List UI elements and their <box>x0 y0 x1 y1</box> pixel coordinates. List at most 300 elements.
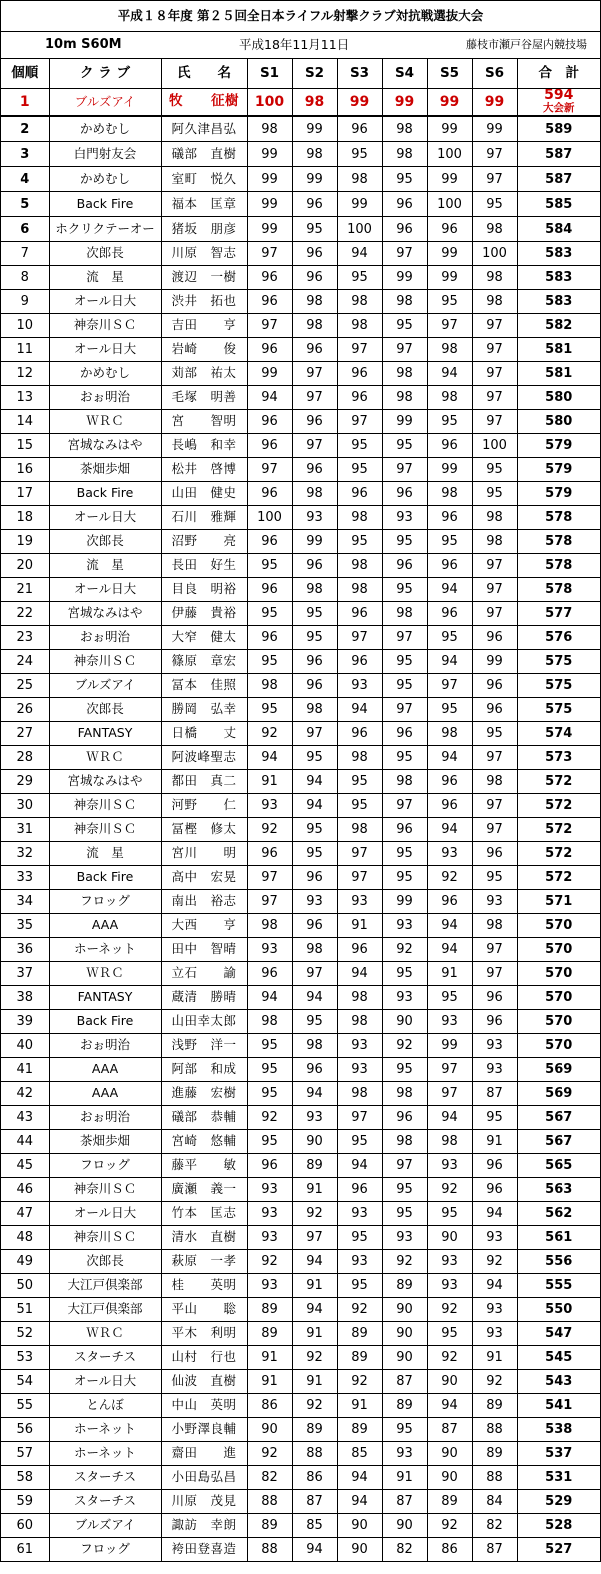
shooter-name-cell: 沼野 亮 <box>161 530 247 554</box>
series-score-cell: 93 <box>382 1226 427 1250</box>
rank-cell: 50 <box>1 1274 49 1298</box>
total-cell: 570 <box>517 1010 600 1034</box>
shooter-name-cell: 川原 茂見 <box>161 1490 247 1514</box>
club-cell: 宮城なみはや <box>49 770 161 794</box>
series-score-cell: 91 <box>337 914 382 938</box>
series-score-cell: 92 <box>472 1250 517 1274</box>
rank-cell: 22 <box>1 602 49 626</box>
table-row <box>1 1322 600 1346</box>
rank-cell: 16 <box>1 458 49 482</box>
club-cell: Back Fire <box>49 866 161 890</box>
table-row <box>1 1490 600 1514</box>
series-score-cell: 95 <box>247 1130 292 1154</box>
table-row <box>1 914 600 938</box>
series-score-cell: 95 <box>382 866 427 890</box>
table-row <box>1 818 600 842</box>
series-score-cell: 97 <box>382 458 427 482</box>
series-score-cell: 96 <box>292 192 337 217</box>
series-score-cell: 93 <box>472 1034 517 1058</box>
series-score-cell: 89 <box>247 1514 292 1538</box>
club-cell: 次郎長 <box>49 530 161 554</box>
total-cell: 538 <box>517 1418 600 1442</box>
series-score-cell: 98 <box>337 290 382 314</box>
rank-cell: 53 <box>1 1346 49 1370</box>
shooter-name-cell: 廣瀬 義一 <box>161 1178 247 1202</box>
rank-cell: 57 <box>1 1442 49 1466</box>
rank-cell: 44 <box>1 1130 49 1154</box>
total-cell: 543 <box>517 1370 600 1394</box>
table-row <box>1 386 600 410</box>
series-score-cell: 97 <box>472 818 517 842</box>
series-score-cell: 96 <box>247 410 292 434</box>
series-score-cell: 98 <box>472 290 517 314</box>
table-row <box>1 1178 600 1202</box>
club-cell: おぉ明治 <box>49 1034 161 1058</box>
series-score-cell: 96 <box>292 266 337 290</box>
series-score-cell: 91 <box>247 1370 292 1394</box>
series-score-cell: 82 <box>382 1538 427 1562</box>
club-cell: FANTASY <box>49 722 161 746</box>
header-s2: S2 <box>292 59 337 89</box>
table-row <box>1 650 600 674</box>
series-score-cell: 96 <box>472 842 517 866</box>
shooter-name-cell: 藤平 敏 <box>161 1154 247 1178</box>
shooter-name-cell: 竹本 匡志 <box>161 1202 247 1226</box>
club-cell: スターチス <box>49 1490 161 1514</box>
club-cell: 神奈川ＳＣ <box>49 818 161 842</box>
series-score-cell: 99 <box>427 266 472 290</box>
series-score-cell: 92 <box>247 722 292 746</box>
series-score-cell: 96 <box>472 698 517 722</box>
shooter-name-cell: 山村 行也 <box>161 1346 247 1370</box>
series-score-cell: 93 <box>247 1202 292 1226</box>
table-row <box>1 554 600 578</box>
series-score-cell: 97 <box>472 386 517 410</box>
rank-cell: 6 <box>1 217 49 242</box>
club-cell: ホーネット <box>49 1442 161 1466</box>
club-cell: オール日大 <box>49 1370 161 1394</box>
series-score-cell: 98 <box>382 1082 427 1106</box>
rank-cell: 29 <box>1 770 49 794</box>
series-score-cell: 98 <box>427 386 472 410</box>
series-score-cell: 88 <box>472 1418 517 1442</box>
series-score-cell: 95 <box>382 167 427 192</box>
series-score-cell: 92 <box>247 1250 292 1274</box>
series-score-cell: 93 <box>472 1226 517 1250</box>
series-score-cell: 96 <box>337 1178 382 1202</box>
rank-cell: 40 <box>1 1034 49 1058</box>
club-cell: AAA <box>49 914 161 938</box>
rank-cell: 52 <box>1 1322 49 1346</box>
table-row <box>1 1394 600 1418</box>
series-score-cell: 97 <box>292 386 337 410</box>
club-cell: 大江戸倶楽部 <box>49 1298 161 1322</box>
shooter-name-cell: 礒部 直樹 <box>161 142 247 167</box>
series-score-cell: 96 <box>337 722 382 746</box>
series-score-cell: 93 <box>337 1058 382 1082</box>
series-score-cell: 97 <box>427 674 472 698</box>
club-cell: 次郎長 <box>49 698 161 722</box>
club-cell: オール日大 <box>49 506 161 530</box>
series-score-cell: 97 <box>472 962 517 986</box>
table-row <box>1 986 600 1010</box>
table-row <box>1 1154 600 1178</box>
series-score-cell: 95 <box>337 458 382 482</box>
series-score-cell: 89 <box>247 1322 292 1346</box>
series-score-cell: 96 <box>247 482 292 506</box>
series-score-cell: 98 <box>427 722 472 746</box>
series-score-cell: 92 <box>382 1250 427 1274</box>
series-score-cell: 99 <box>247 142 292 167</box>
total-cell: 578 <box>517 530 600 554</box>
table-row <box>1 362 600 386</box>
series-score-cell: 96 <box>247 962 292 986</box>
series-score-cell: 98 <box>337 1082 382 1106</box>
series-score-cell: 94 <box>337 1154 382 1178</box>
rank-cell: 5 <box>1 192 49 217</box>
event-name: 10m S60M <box>45 37 122 52</box>
series-score-cell: 97 <box>472 167 517 192</box>
series-score-cell: 95 <box>427 290 472 314</box>
table-row <box>1 142 600 167</box>
series-score-cell: 95 <box>337 142 382 167</box>
rank-cell: 45 <box>1 1154 49 1178</box>
table-row <box>1 722 600 746</box>
series-score-cell: 93 <box>427 842 472 866</box>
club-cell: フロッグ <box>49 1154 161 1178</box>
series-score-cell: 94 <box>292 1538 337 1562</box>
total-cell: 527 <box>517 1538 600 1562</box>
series-score-cell: 96 <box>472 1010 517 1034</box>
club-cell: かめむし <box>49 362 161 386</box>
series-score-cell: 95 <box>382 674 427 698</box>
club-cell: 次郎長 <box>49 242 161 266</box>
rank-cell: 49 <box>1 1250 49 1274</box>
series-score-cell: 90 <box>382 1514 427 1538</box>
series-score-cell: 92 <box>292 1394 337 1418</box>
table-row <box>1 866 600 890</box>
series-score-cell: 97 <box>427 314 472 338</box>
shooter-name-cell: 浅野 洋一 <box>161 1034 247 1058</box>
series-score-cell: 97 <box>337 1106 382 1130</box>
series-score-cell: 96 <box>247 842 292 866</box>
series-score-cell: 95 <box>292 746 337 770</box>
club-cell: 大江戸倶楽部 <box>49 1274 161 1298</box>
series-score-cell: 92 <box>247 818 292 842</box>
table-row <box>1 1226 600 1250</box>
shooter-name-cell: 南出 裕志 <box>161 890 247 914</box>
club-cell: おぉ明治 <box>49 626 161 650</box>
series-score-cell: 95 <box>382 530 427 554</box>
series-score-cell: 99 <box>247 217 292 242</box>
rank-cell: 2 <box>1 116 49 142</box>
series-score-cell: 97 <box>382 338 427 362</box>
series-score-cell: 92 <box>337 1298 382 1322</box>
series-score-cell: 99 <box>427 1034 472 1058</box>
series-score-cell: 96 <box>247 338 292 362</box>
series-score-cell: 92 <box>427 1298 472 1322</box>
club-cell: スターチス <box>49 1346 161 1370</box>
series-score-cell: 88 <box>472 1466 517 1490</box>
series-score-cell: 87 <box>472 1538 517 1562</box>
rank-cell: 31 <box>1 818 49 842</box>
table-row <box>1 1538 600 1562</box>
series-score-cell: 97 <box>472 938 517 962</box>
series-score-cell: 97 <box>472 338 517 362</box>
series-score-cell: 93 <box>382 986 427 1010</box>
shooter-name-cell: 大窄 健太 <box>161 626 247 650</box>
shooter-name-cell: 高中 宏晃 <box>161 866 247 890</box>
series-score-cell: 99 <box>337 89 382 117</box>
shooter-name-cell: 苅部 祐太 <box>161 362 247 386</box>
series-score-cell: 97 <box>292 722 337 746</box>
rank-cell: 15 <box>1 434 49 458</box>
rank-cell: 48 <box>1 1226 49 1250</box>
series-score-cell: 95 <box>472 482 517 506</box>
club-cell: FANTASY <box>49 986 161 1010</box>
series-score-cell: 97 <box>472 794 517 818</box>
header-rank: 個順 <box>1 59 49 89</box>
club-cell: ＷＲＣ <box>49 746 161 770</box>
series-score-cell: 95 <box>382 434 427 458</box>
total-cell: 529 <box>517 1490 600 1514</box>
series-score-cell: 98 <box>427 1130 472 1154</box>
club-cell: 茶畑歩畑 <box>49 1130 161 1154</box>
series-score-cell: 95 <box>427 410 472 434</box>
series-score-cell: 98 <box>472 914 517 938</box>
event-venue: 藤枝市瀬戸谷屋内競技場 <box>466 38 587 51</box>
table-row <box>1 890 600 914</box>
club-cell: AAA <box>49 1058 161 1082</box>
series-score-cell: 93 <box>247 1178 292 1202</box>
series-score-cell: 91 <box>292 1370 337 1394</box>
shooter-name-cell: 阿部 和成 <box>161 1058 247 1082</box>
series-score-cell: 96 <box>382 1106 427 1130</box>
club-cell: 神奈川ＳＣ <box>49 1226 161 1250</box>
series-score-cell: 100 <box>247 506 292 530</box>
total-cell: 537 <box>517 1442 600 1466</box>
club-cell: 宮城なみはや <box>49 602 161 626</box>
series-score-cell: 95 <box>472 866 517 890</box>
shooter-name-cell: 進藤 宏樹 <box>161 1082 247 1106</box>
club-cell: オール日大 <box>49 578 161 602</box>
header-s6: S6 <box>472 59 517 89</box>
series-score-cell: 96 <box>292 410 337 434</box>
total-cell: 583 <box>517 266 600 290</box>
series-score-cell: 89 <box>382 1274 427 1298</box>
series-score-cell: 94 <box>292 1082 337 1106</box>
series-score-cell: 96 <box>247 626 292 650</box>
series-score-cell: 95 <box>247 1082 292 1106</box>
series-score-cell: 96 <box>292 554 337 578</box>
series-score-cell: 97 <box>292 362 337 386</box>
series-score-cell: 94 <box>427 1106 472 1130</box>
shooter-name-cell: 室町 悦久 <box>161 167 247 192</box>
series-score-cell: 95 <box>337 770 382 794</box>
series-score-cell: 99 <box>382 266 427 290</box>
series-score-cell: 87 <box>382 1490 427 1514</box>
series-score-cell: 96 <box>427 890 472 914</box>
total-cell: 570 <box>517 962 600 986</box>
club-cell: 流 星 <box>49 266 161 290</box>
total-cell: 583 <box>517 290 600 314</box>
series-score-cell: 94 <box>472 1202 517 1226</box>
series-score-cell: 98 <box>337 167 382 192</box>
club-cell: オール日大 <box>49 338 161 362</box>
series-score-cell: 94 <box>337 242 382 266</box>
total-cell: 575 <box>517 674 600 698</box>
rank-cell: 56 <box>1 1418 49 1442</box>
series-score-cell: 99 <box>427 89 472 117</box>
table-row <box>1 602 600 626</box>
series-score-cell: 97 <box>337 410 382 434</box>
series-score-cell: 89 <box>337 1346 382 1370</box>
series-score-cell: 86 <box>292 1466 337 1490</box>
series-score-cell: 98 <box>337 314 382 338</box>
series-score-cell: 91 <box>427 962 472 986</box>
total-cell: 565 <box>517 1154 600 1178</box>
table-row <box>1 1130 600 1154</box>
rank-cell: 58 <box>1 1466 49 1490</box>
club-cell: 神奈川ＳＣ <box>49 794 161 818</box>
series-score-cell: 96 <box>382 192 427 217</box>
total-cell: 581 <box>517 338 600 362</box>
header-row <box>1 59 600 89</box>
series-score-cell: 93 <box>337 1034 382 1058</box>
table-row <box>1 746 600 770</box>
shooter-name-cell: 山田幸太郎 <box>161 1010 247 1034</box>
series-score-cell: 100 <box>247 89 292 117</box>
header-s4: S4 <box>382 59 427 89</box>
total-cell: 567 <box>517 1106 600 1130</box>
series-score-cell: 91 <box>247 1346 292 1370</box>
series-score-cell: 90 <box>382 1298 427 1322</box>
rank-cell: 3 <box>1 142 49 167</box>
series-score-cell: 98 <box>337 818 382 842</box>
series-score-cell: 95 <box>382 1178 427 1202</box>
series-score-cell: 93 <box>427 1274 472 1298</box>
table-row <box>1 626 600 650</box>
series-score-cell: 96 <box>427 602 472 626</box>
total-cell: 576 <box>517 626 600 650</box>
series-score-cell: 94 <box>292 986 337 1010</box>
total-cell: 572 <box>517 770 600 794</box>
table-row <box>1 698 600 722</box>
club-cell: ＷＲＣ <box>49 962 161 986</box>
series-score-cell: 95 <box>292 626 337 650</box>
series-score-cell: 93 <box>382 914 427 938</box>
series-score-cell: 96 <box>427 217 472 242</box>
table-row <box>1 1106 600 1130</box>
total-cell: 570 <box>517 938 600 962</box>
total-cell: 569 <box>517 1082 600 1106</box>
series-score-cell: 99 <box>427 458 472 482</box>
total-cell: 579 <box>517 458 600 482</box>
series-score-cell: 98 <box>382 1130 427 1154</box>
series-score-cell: 98 <box>292 290 337 314</box>
series-score-cell: 94 <box>427 1394 472 1418</box>
series-score-cell: 95 <box>337 266 382 290</box>
series-score-cell: 97 <box>472 142 517 167</box>
series-score-cell: 87 <box>382 1370 427 1394</box>
series-score-cell: 95 <box>427 1322 472 1346</box>
series-score-cell: 95 <box>472 722 517 746</box>
total-cell: 579 <box>517 482 600 506</box>
series-score-cell: 96 <box>337 386 382 410</box>
series-score-cell: 97 <box>292 434 337 458</box>
club-cell: オール日大 <box>49 290 161 314</box>
series-score-cell: 95 <box>382 746 427 770</box>
rank-cell: 17 <box>1 482 49 506</box>
table-row <box>1 794 600 818</box>
series-score-cell: 98 <box>472 266 517 290</box>
series-score-cell: 93 <box>427 1010 472 1034</box>
series-score-cell: 98 <box>472 217 517 242</box>
club-cell: ＷＲＣ <box>49 1322 161 1346</box>
rank-cell: 19 <box>1 530 49 554</box>
table-row <box>1 1514 600 1538</box>
series-score-cell: 93 <box>427 1154 472 1178</box>
club-cell: ブルズアイ <box>49 1514 161 1538</box>
table-row <box>1 482 600 506</box>
series-score-cell: 98 <box>427 482 472 506</box>
shooter-name-cell: 中山 英明 <box>161 1394 247 1418</box>
series-score-cell: 89 <box>382 1394 427 1418</box>
series-score-cell: 95 <box>247 554 292 578</box>
series-score-cell: 94 <box>337 962 382 986</box>
series-score-cell: 95 <box>382 842 427 866</box>
rank-cell: 60 <box>1 1514 49 1538</box>
table-row <box>1 1370 600 1394</box>
total-cell: 589 <box>517 116 600 142</box>
series-score-cell: 97 <box>472 314 517 338</box>
rank-cell: 61 <box>1 1538 49 1562</box>
series-score-cell: 93 <box>292 506 337 530</box>
table-row <box>1 116 600 142</box>
series-score-cell: 82 <box>472 1514 517 1538</box>
series-score-cell: 92 <box>472 1370 517 1394</box>
series-score-cell: 98 <box>292 698 337 722</box>
header-s5: S5 <box>427 59 472 89</box>
series-score-cell: 95 <box>427 530 472 554</box>
series-score-cell: 98 <box>382 362 427 386</box>
shooter-name-cell: 岩崎 俊 <box>161 338 247 362</box>
series-score-cell: 94 <box>337 1466 382 1490</box>
series-score-cell: 92 <box>292 1202 337 1226</box>
table-row <box>1 1250 600 1274</box>
series-score-cell: 88 <box>247 1538 292 1562</box>
rank-cell: 32 <box>1 842 49 866</box>
series-score-cell: 97 <box>247 890 292 914</box>
series-score-cell: 95 <box>427 698 472 722</box>
shooter-name-cell: 田中 智晴 <box>161 938 247 962</box>
series-score-cell: 94 <box>427 818 472 842</box>
rank-cell: 55 <box>1 1394 49 1418</box>
total-cell <box>517 89 600 117</box>
series-score-cell: 94 <box>337 1490 382 1514</box>
rank-cell: 20 <box>1 554 49 578</box>
series-score-cell: 98 <box>382 116 427 142</box>
table-row <box>1 314 600 338</box>
series-score-cell: 95 <box>427 626 472 650</box>
shooter-name-cell: 長嶋 和幸 <box>161 434 247 458</box>
series-score-cell: 98 <box>427 338 472 362</box>
series-score-cell: 94 <box>427 914 472 938</box>
series-score-cell: 88 <box>292 1442 337 1466</box>
club-cell: 茶畑歩畑 <box>49 458 161 482</box>
rank-cell: 12 <box>1 362 49 386</box>
series-score-cell: 96 <box>382 554 427 578</box>
